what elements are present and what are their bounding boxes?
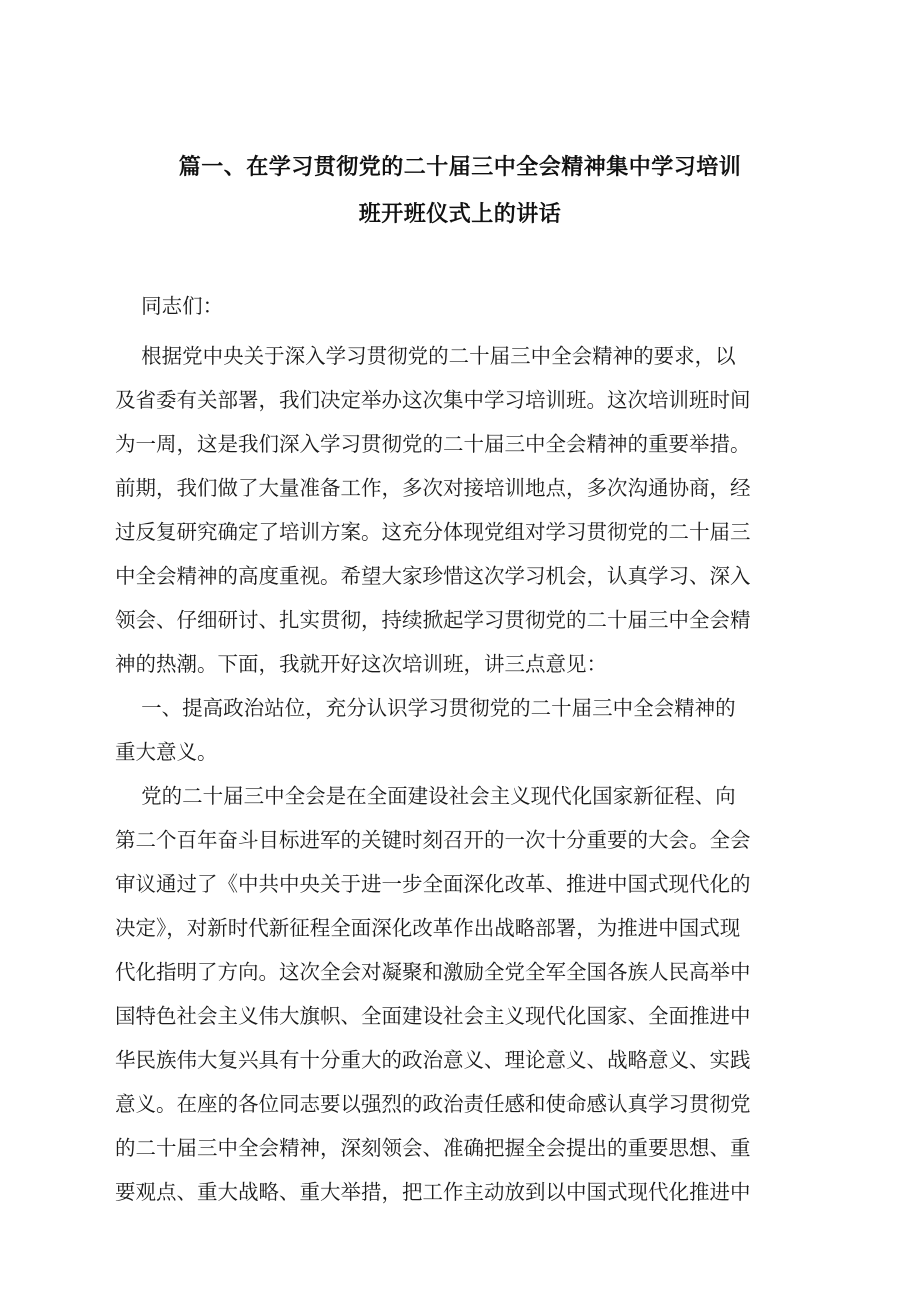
paragraph-line: 第二个百年奋斗目标进军的关键时刻召开的一次十分重要的大会。全会 <box>115 828 751 852</box>
paragraph-line: 过反复研究确定了培训方案。这充分体现党组对学习贯彻党的二十届三 <box>115 520 751 544</box>
paragraph-line: 领会、仔细研讨、扎实贯彻，持续掀起学习贯彻党的二十届三中全会精 <box>115 608 751 632</box>
paragraph-line: 要观点、重大战略、重大举措，把工作主动放到以中国式现代化推进中 <box>115 1180 751 1204</box>
paragraph-line: 审议通过了《中共中央关于进一步全面深化改革、推进中国式现代化的 <box>115 872 751 896</box>
paragraph-line: 华民族伟大复兴具有十分重大的政治意义、理论意义、战略意义、实践 <box>115 1048 751 1072</box>
paragraph-line: 为一周，这是我们深入学习贯彻党的二十届三中全会精神的重要举措。 <box>115 432 751 456</box>
paragraph-line: 的二十届三中全会精神，深刻领会、准确把握全会提出的重要思想、重 <box>115 1136 751 1160</box>
document-title-line-1: 篇一、在学习贯彻党的二十届三中全会精神集中学习培训 <box>178 155 742 180</box>
document-title-line-2: 班开班仪式上的讲话 <box>358 202 562 227</box>
salutation: 同志们： <box>115 294 224 318</box>
paragraph-line: 决定》，对新时代新征程全面深化改革作出战略部署，为推进中国式现 <box>115 916 741 940</box>
paragraph-line: 及省委有关部署，我们决定举办这次集中学习培训班。这次培训班时间 <box>115 388 751 412</box>
section-heading-line: 重大意义。 <box>115 740 218 764</box>
paragraph-line: 中全会精神的高度重视。希望大家珍惜这次学习机会，认真学习、深入 <box>115 564 751 588</box>
paragraph-line: 神的热潮。下面，我就开好这次培训班，讲三点意见： <box>115 652 607 676</box>
paragraph-line: 前期，我们做了大量准备工作，多次对接培训地点，多次沟通协商，经 <box>115 476 751 500</box>
section-heading-line: 一、提高政治站位，充分认识学习贯彻党的二十届三中全会精神的 <box>115 696 736 720</box>
paragraph-line: 根据党中央关于深入学习贯彻党的二十届三中全会精神的要求，以 <box>115 344 736 368</box>
paragraph-line: 国特色社会主义伟大旗帜、全面建设社会主义现代化国家、全面推进中 <box>115 1004 751 1028</box>
paragraph-line: 意义。在座的各位同志要以强烈的政治责任感和使命感认真学习贯彻党 <box>115 1092 751 1116</box>
paragraph-line: 代化指明了方向。这次全会对凝聚和激励全党全军全国各族人民高举中 <box>115 960 751 984</box>
paragraph-line: 党的二十届三中全会是在全面建设社会主义现代化国家新征程、向 <box>115 784 736 808</box>
